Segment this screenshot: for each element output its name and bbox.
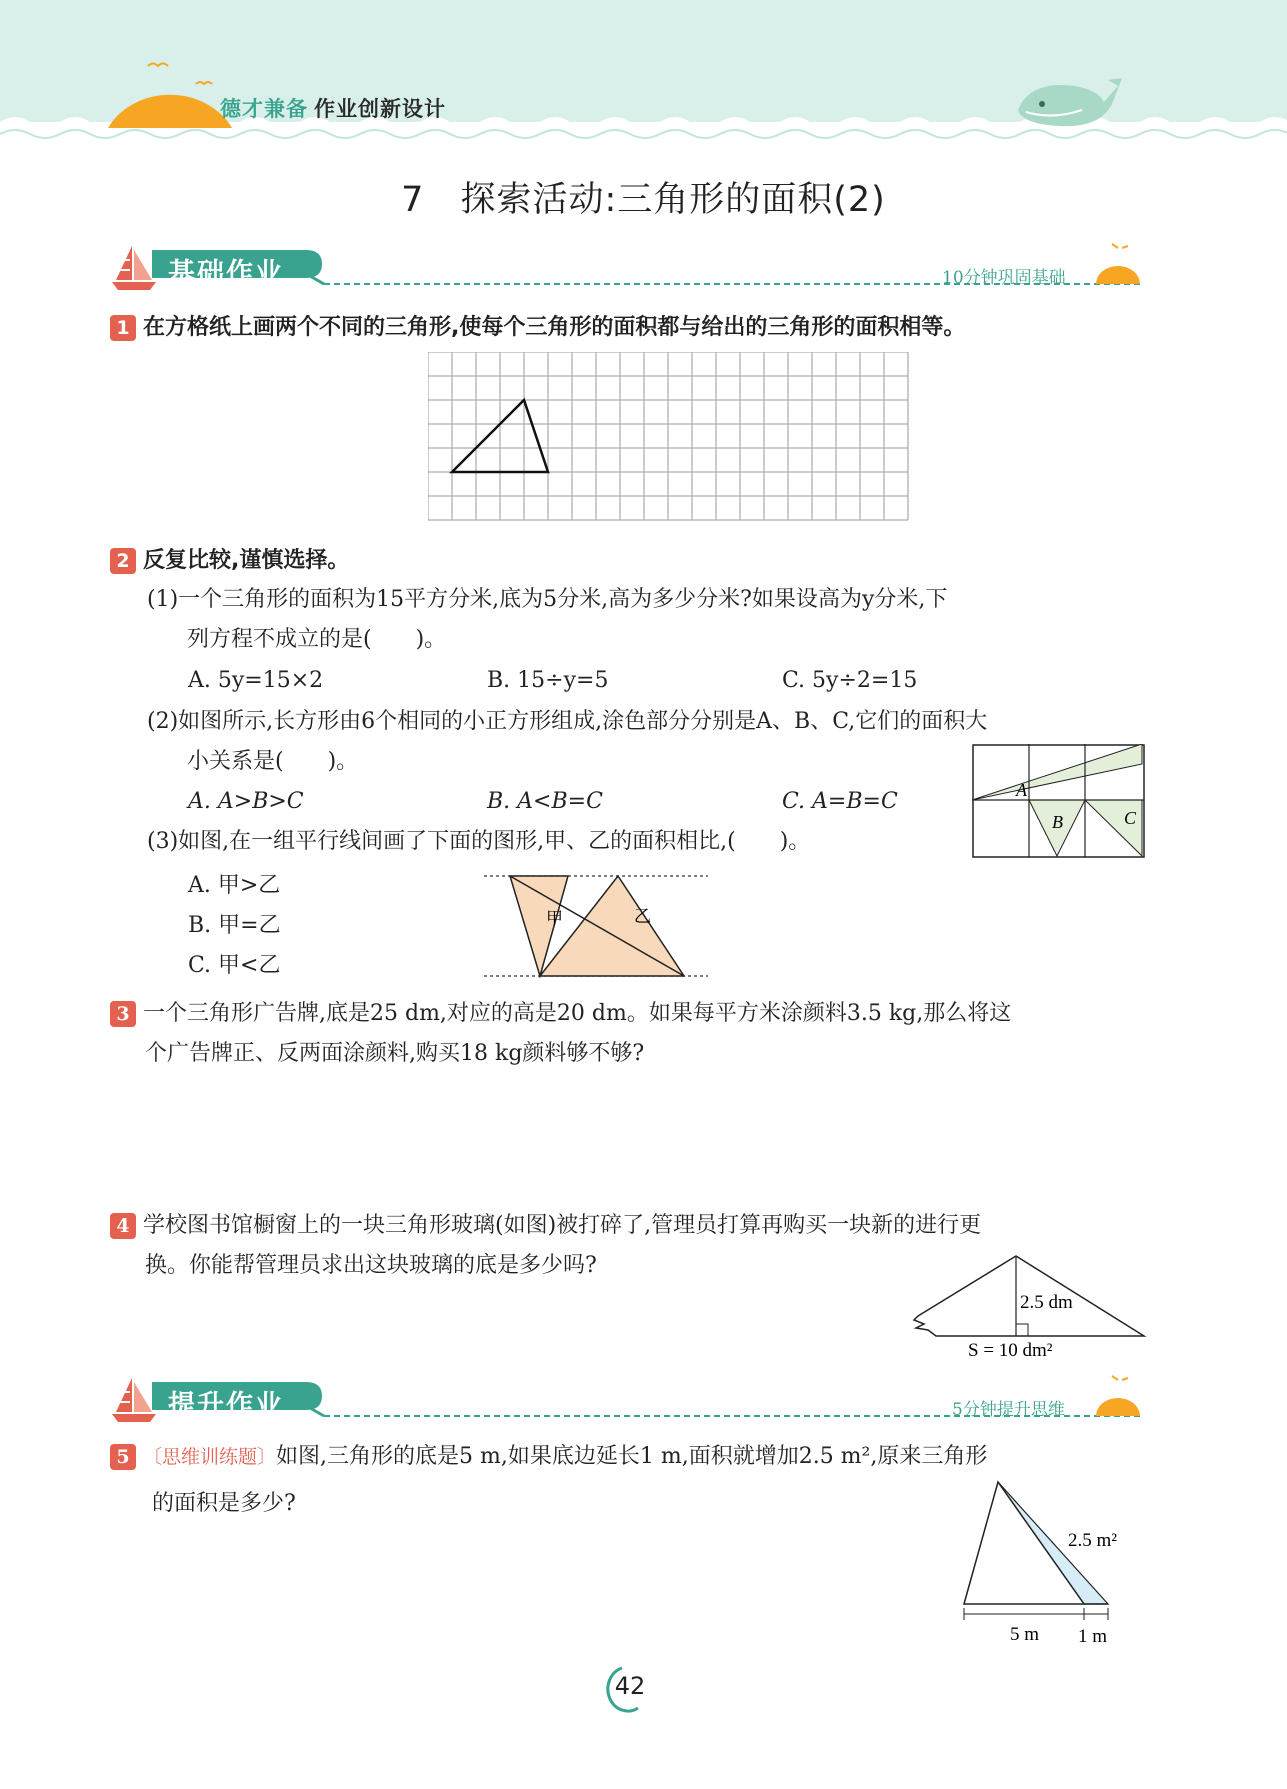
area-label: S = 10 dm²	[968, 1340, 1053, 1361]
q2-part1-option-b[interactable]: B. 15÷y=5	[487, 668, 609, 693]
question-3-line2: 个广告牌正、反两面涂颜料,购买18 kg颜料够不够?	[145, 1041, 645, 1066]
question-4-line1: 学校图书馆橱窗上的一块三角形玻璃(如图)被打碎了,管理员打算再购买一块新的进行更	[143, 1213, 982, 1238]
question-4-number: 4	[110, 1213, 136, 1239]
section-label-advance: 提升作业	[168, 1390, 284, 1421]
question-4-line2: 换。你能帮管理员求出这块玻璃的底是多少吗?	[145, 1253, 597, 1278]
q2-part1-line2: 列方程不成立的是( )。	[187, 627, 447, 652]
brand-title	[220, 93, 446, 123]
label-yi: 乙	[634, 907, 651, 927]
base-5m-label: 5 m	[1010, 1624, 1040, 1645]
q2-part3-option-a[interactable]: A. 甲>乙	[188, 873, 281, 898]
header-band	[0, 0, 1287, 150]
question-2-number: 2	[110, 548, 136, 574]
question-3	[110, 994, 1011, 1034]
label-c: C	[1124, 808, 1137, 828]
sailboat-icon	[112, 246, 156, 290]
question-5-number: 5	[110, 1444, 136, 1470]
question-5-line2: 的面积是多少?	[152, 1491, 296, 1516]
q2-part3-line1: (3)如图,在一组平行线间画了下面的图形,甲、乙的面积相比,( )。	[147, 829, 811, 854]
question-2-text: 反复比较,谨慎选择。	[143, 548, 350, 573]
brand-secondary: 作业创新设计	[314, 97, 446, 121]
brand-primary: 德才兼备	[220, 97, 308, 121]
q2-part3-option-b[interactable]: B. 甲=乙	[188, 913, 281, 938]
question-5	[110, 1437, 987, 1477]
question-5-tag: 〔思维训练题〕	[143, 1446, 277, 1468]
label-a: A	[1016, 780, 1027, 800]
grid-paper-figure	[428, 352, 910, 522]
base-1m-label: 1 m	[1078, 1626, 1108, 1646]
label-jia: 甲	[546, 909, 563, 929]
section-subtitle-basic: 10分钟巩固基础	[942, 268, 1066, 288]
q2-part1-option-a[interactable]: A. 5y=15×2	[188, 668, 324, 693]
added-area-label: 2.5 m²	[1068, 1530, 1117, 1551]
q2-part3-option-c[interactable]: C. 甲<乙	[188, 953, 281, 978]
question-5-line1: 如图,三角形的底是5 m,如果底边延长1 m,面积就增加2.5 m²,原来三角形	[276, 1444, 988, 1469]
page-title: 7 探索活动:三角形的面积(2)	[401, 180, 886, 220]
parallel-lines-figure	[478, 866, 714, 982]
broken-glass-figure	[908, 1250, 1150, 1362]
label-b: B	[1052, 812, 1063, 832]
q2-part1-line1: (1)一个三角形的面积为15平方分米,底为5分米,高为多少分米?如果设高为y分米,下	[147, 587, 948, 612]
extended-triangle-figure	[956, 1476, 1146, 1646]
q2-part2-option-c[interactable]: C. A=B=C	[782, 789, 898, 814]
q2-part2-option-b[interactable]: B. A<B=C	[487, 789, 603, 814]
question-4	[110, 1206, 981, 1246]
sailboat-icon	[112, 1378, 156, 1422]
q2-part1-option-c[interactable]: C. 5y÷2=15	[782, 668, 918, 693]
section-label-basic: 基础作业	[168, 258, 284, 289]
question-3-line1: 一个三角形广告牌,底是25 dm,对应的高是20 dm。如果每平方米涂颜料3.5 kg,那么将这	[143, 1001, 1012, 1026]
six-squares-figure	[972, 744, 1146, 860]
question-2	[110, 541, 349, 581]
small-sun-icon	[1096, 1376, 1140, 1416]
section-subtitle-advance: 5分钟提升思维	[952, 1400, 1065, 1420]
question-1-text: 在方格纸上画两个不同的三角形,使每个三角形的面积都与给出的三角形的面积相等。	[143, 315, 966, 340]
q2-part2-line1: (2)如图所示,长方形由6个相同的小正方形组成,涂色部分分别是A、B、C,它们的面积大	[147, 709, 988, 734]
question-1-number: 1	[110, 315, 136, 341]
question-3-number: 3	[110, 1001, 136, 1027]
height-label: 2.5 dm	[1020, 1292, 1073, 1313]
question-1	[110, 308, 965, 348]
small-sun-icon	[1096, 244, 1140, 284]
q2-part2-line2: 小关系是( )。	[187, 749, 359, 774]
page-number: 42	[614, 1672, 646, 1700]
q2-part2-option-a[interactable]: A. A>B>C	[188, 789, 304, 814]
